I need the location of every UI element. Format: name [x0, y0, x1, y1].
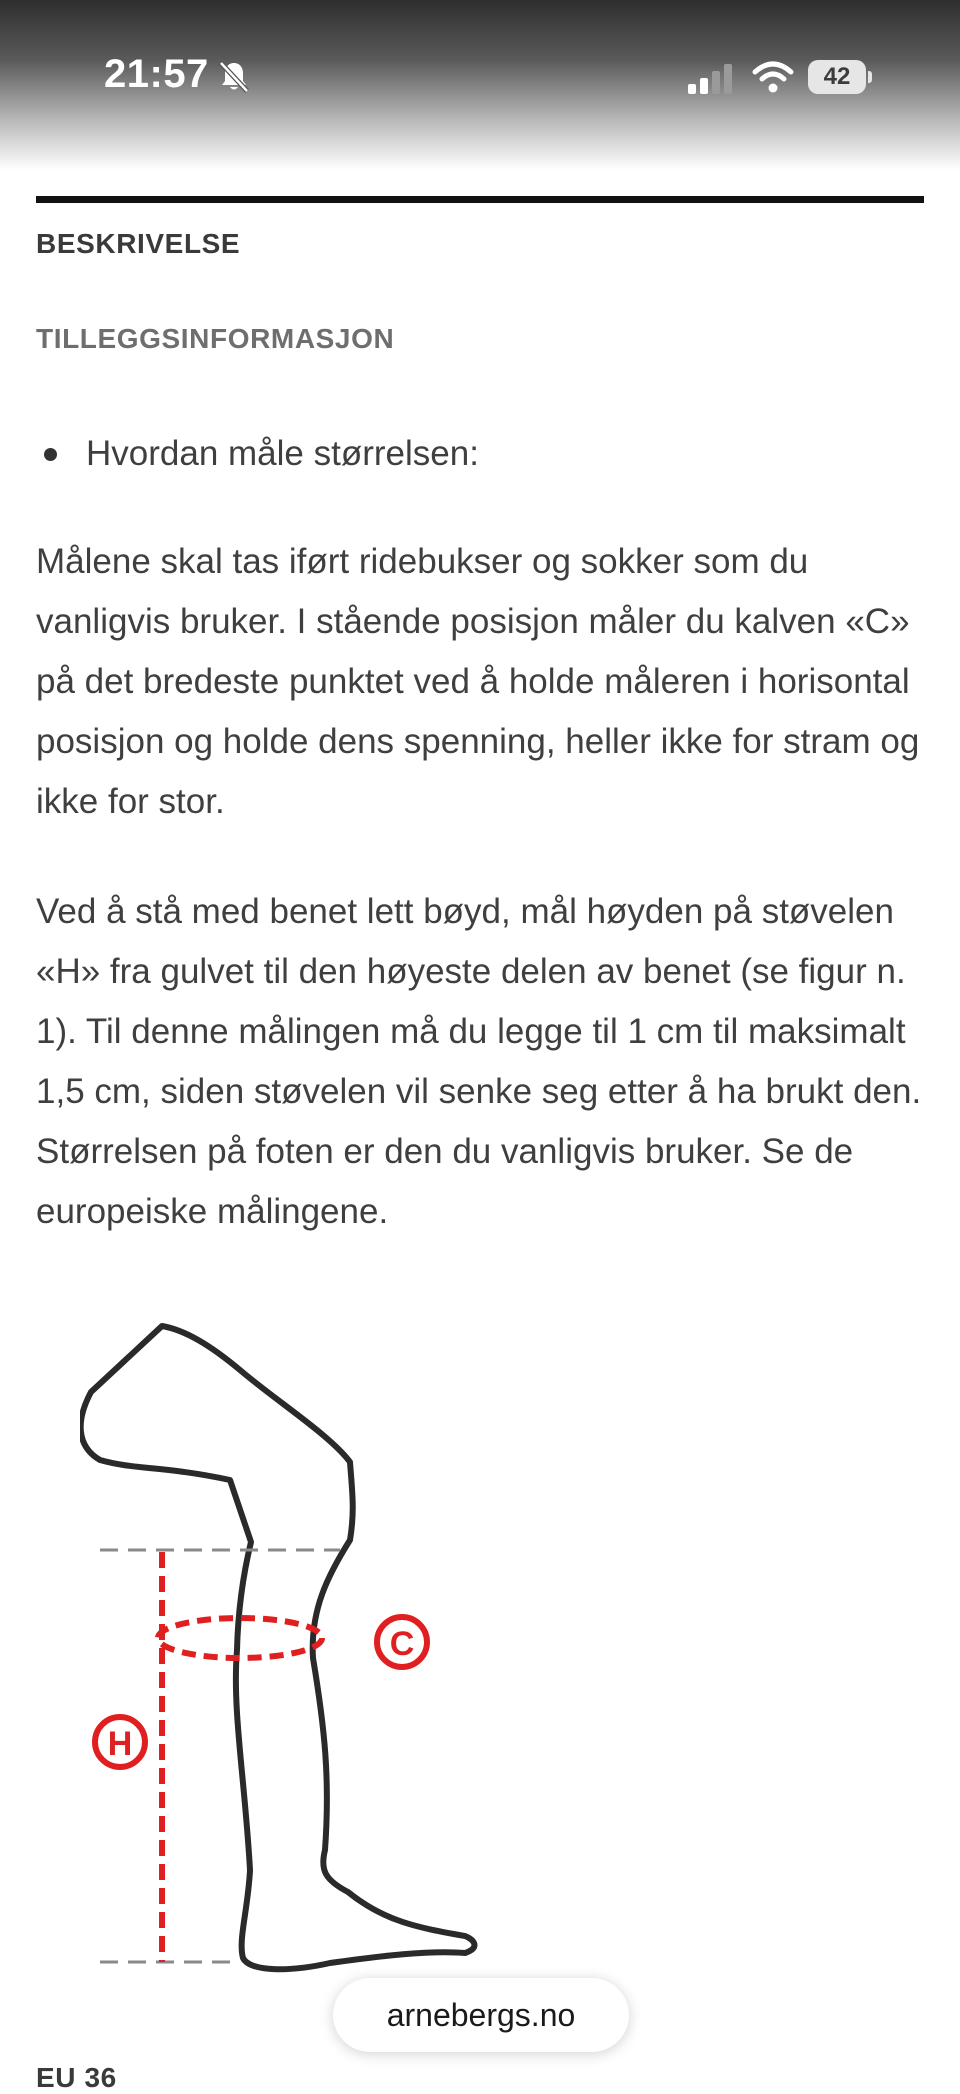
leg-measurement-figure: [80, 1310, 500, 1980]
signal-icon: [688, 64, 734, 94]
battery-icon: [808, 60, 872, 94]
tab-beskrivelse[interactable]: BESKRIVELSE: [36, 228, 241, 259]
browser-url-bar[interactable]: arnebergs.no: [333, 1978, 629, 2052]
battery-level: 42: [808, 60, 866, 94]
bullet-dot: [44, 448, 57, 461]
bullet-text: Hvordan måle størrelsen:: [86, 434, 479, 473]
paragraph-calf-measure: Målene skal tas iført ridebukser og sokker som du vanligvis bruker. I stående posisjon måler du kalven «C» på det bredeste punktet ved å holde måleren i horisontal posisjon og holde dens spenning, heller ikke for stram og ikke for stor.: [36, 542, 920, 821]
height-label: H: [107, 1725, 133, 1763]
tab-active-indicator: [36, 196, 924, 203]
paragraph-height-measure: Ved å stå med benet lett bøyd, mål høyden på støvelen «H» fra gulvet til den høyeste delen av benet (se figur n. 1). Til denne målingen må du legge til 1 cm til maksimalt 1,5 cm, siden støvelen vil senke seg etter å ha brukt den. Størrelsen på foten er den du vanligvis bruker. Se de europeiske målingene.: [36, 892, 922, 1231]
leg-outline: [81, 1326, 475, 1969]
status-time: 21:57: [104, 52, 209, 96]
list-item: [36, 428, 479, 480]
calf-label: C: [389, 1625, 415, 1663]
status-bar: [0, 0, 960, 170]
size-table-heading: EU 36: [36, 2062, 117, 2093]
wifi-icon: [752, 60, 794, 94]
bell-muted-icon: [218, 60, 250, 94]
battery-tip: [868, 71, 872, 83]
bullet-list: [36, 428, 479, 480]
tab-tilleggsinformasjon[interactable]: TILLEGGSINFORMASJON: [36, 323, 395, 354]
